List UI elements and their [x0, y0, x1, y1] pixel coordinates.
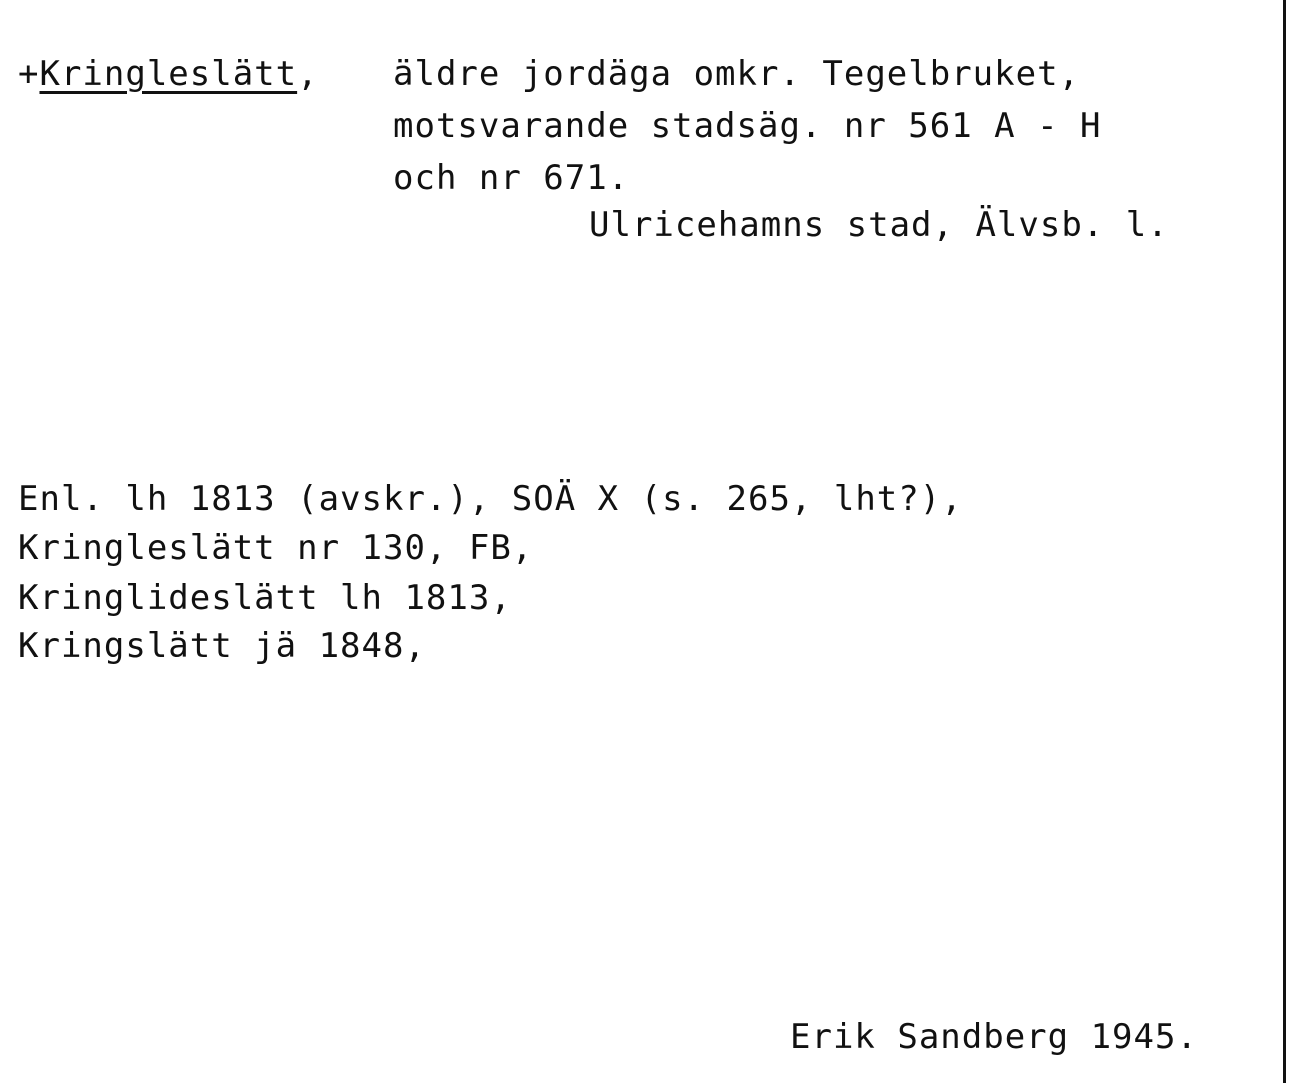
- source-line-3: Kringlideslätt lh 1813,: [18, 578, 512, 618]
- location: Ulricehamns stad, Älvsb. l.: [589, 205, 1169, 245]
- source-line-2: Kringleslätt nr 130, FB,: [18, 528, 534, 568]
- headword-prefix: +: [18, 54, 40, 94]
- headword: Kringleslätt: [39, 54, 298, 94]
- headword-line: [18, 54, 319, 94]
- source-line-1: Enl. lh 1813 (avskr.), SOÄ X (s. 265, lht?),: [18, 479, 963, 519]
- description-line-2: motsvarande stadsäg. nr 561 A - H: [393, 106, 1102, 146]
- source-line-4: Kringslätt jä 1848,: [18, 626, 426, 666]
- signature: Erik Sandberg 1945.: [790, 1017, 1198, 1057]
- headword-punct: ,: [297, 54, 319, 94]
- description-line-1: äldre jordäga omkr. Tegelbruket,: [393, 54, 1081, 94]
- description-line-3: och nr 671.: [393, 158, 630, 198]
- card-right-border: [1283, 0, 1286, 1083]
